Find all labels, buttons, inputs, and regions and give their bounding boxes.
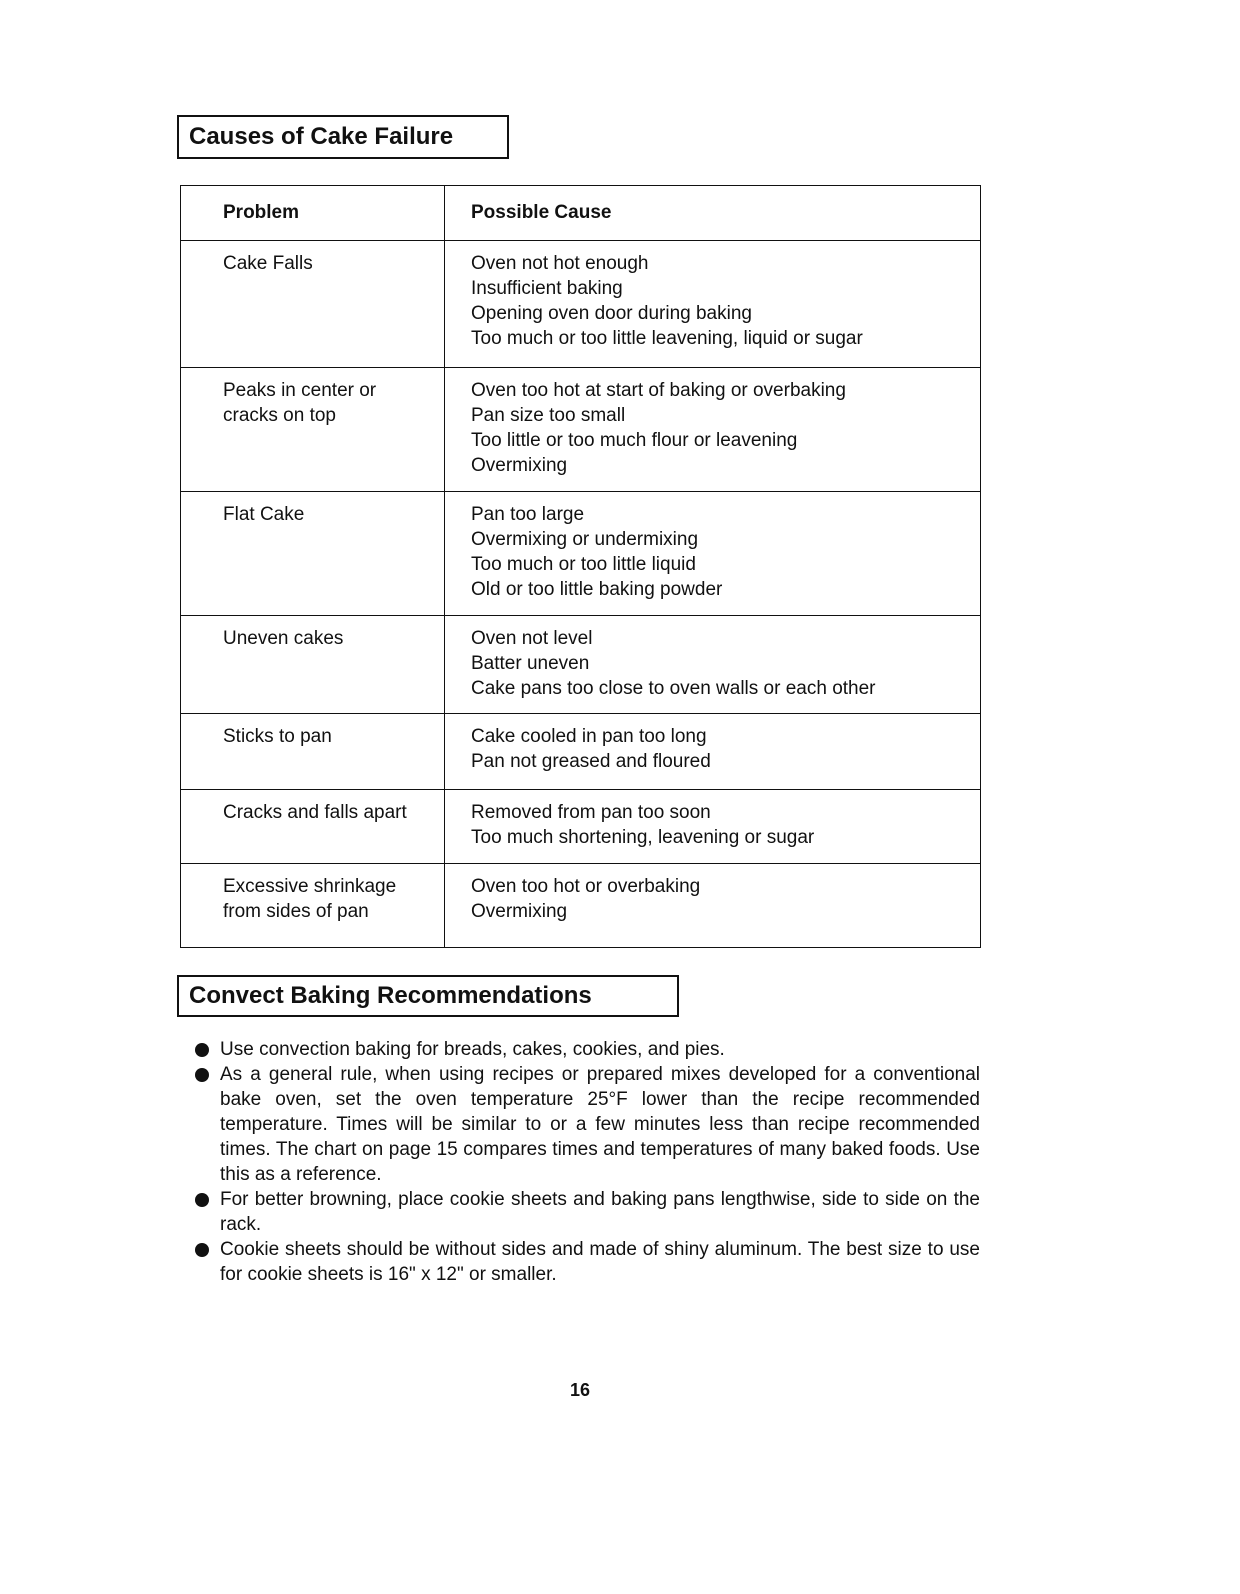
table-header-row [181,186,981,241]
cause-text: Cake cooled in pan too long [471,726,707,747]
bullet-icon [195,1068,209,1082]
cause-text: Too little or too much flour or leavening [471,430,798,451]
convect-section-title: Convect Baking Recommendations [177,975,679,1017]
problem-cell [181,616,445,714]
problem-column-header: Problem [181,186,445,241]
problem-text: Cake Falls [223,253,313,274]
cause-text: Opening oven door during baking [471,303,752,324]
cause-text: Old or too little baking powder [471,579,723,600]
cause-cell [445,368,981,492]
problem-cell [181,790,445,864]
cause-text: Pan size too small [471,405,626,426]
cause-text: Cake pans too close to oven walls or each other [471,678,876,699]
cause-text: Too much shortening, leavening or sugar [471,827,815,848]
list-item-text: Use convection baking for breads, cakes, cookies, and pies. [220,1039,725,1060]
cause-text: Batter uneven [471,653,590,674]
problem-text: Uneven cakes [223,628,344,649]
list-item [195,1187,980,1237]
cause-cell [445,616,981,714]
problem-text: Sticks to pan [223,726,332,747]
problem-cell [181,368,445,492]
list-item [195,1037,980,1062]
problem-text: Excessive shrinkage [223,876,397,897]
table-row [181,368,981,492]
bullet-icon [195,1243,209,1257]
cause-text: Removed from pan too soon [471,802,711,823]
cause-text: Pan too large [471,504,585,525]
page-number: 16 [569,1380,591,1400]
cause-text: Too much or too little leavening, liquid or sugar [471,328,863,349]
cause-text: Oven not level [471,628,593,649]
problem-cell [181,864,445,948]
cause-text: Overmixing [471,901,568,922]
table-row [181,241,981,368]
cause-cell [445,864,981,948]
table-row [181,790,981,864]
problem-text: cracks on top [223,405,336,426]
problem-text: Flat Cake [223,504,305,525]
problem-cell [181,492,445,616]
cause-text: Oven too hot or overbaking [471,876,701,897]
problem-text: Peaks in center or [223,380,377,401]
cause-column-header: Possible Cause [445,186,981,241]
cause-text: Pan not greased and floured [471,751,711,772]
causes-table [180,185,981,948]
cause-text: Overmixing [471,455,568,476]
list-item-text: As a general rule, when using recipes or prepared mixes developed for a conventional bake oven, set the oven temperature 25°F lower than the recipe recommended temperature. Times will be similar to or a few minutes less than recipe recommended times. The chart on page 15 compares times and temperatures of many baked foods. Use this as a reference. [220,1064,980,1185]
bullet-icon [195,1193,209,1207]
problem-cell [181,714,445,790]
cause-text: Oven not hot enough [471,253,649,274]
table-row [181,492,981,616]
cause-cell [445,492,981,616]
problem-text: Cracks and falls apart [223,802,407,823]
list-item-text: Cookie sheets should be without sides and made of shiny aluminum. The best size to use for cookie sheets is 16" x 12" or smaller. [220,1239,980,1285]
problem-text: from sides of pan [223,901,369,922]
cause-text: Overmixing or undermixing [471,529,699,550]
cause-text: Oven too hot at start of baking or overbaking [471,380,846,401]
list-item [195,1237,980,1287]
cause-text: Too much or too little liquid [471,554,696,575]
list-item-text: For better browning, place cookie sheets and baking pans lengthwise, side to side on the rack. [220,1189,980,1235]
cause-cell [445,714,981,790]
problem-cell [181,241,445,368]
convect-recommendations-list [195,1037,980,1287]
list-item [195,1062,980,1187]
table-row [181,714,981,790]
table-row [181,616,981,714]
causes-section-title: Causes of Cake Failure [177,115,509,159]
table-row [181,864,981,948]
bullet-icon [195,1043,209,1057]
cause-cell [445,241,981,368]
cause-cell [445,790,981,864]
cause-text: Insufficient baking [471,278,623,299]
